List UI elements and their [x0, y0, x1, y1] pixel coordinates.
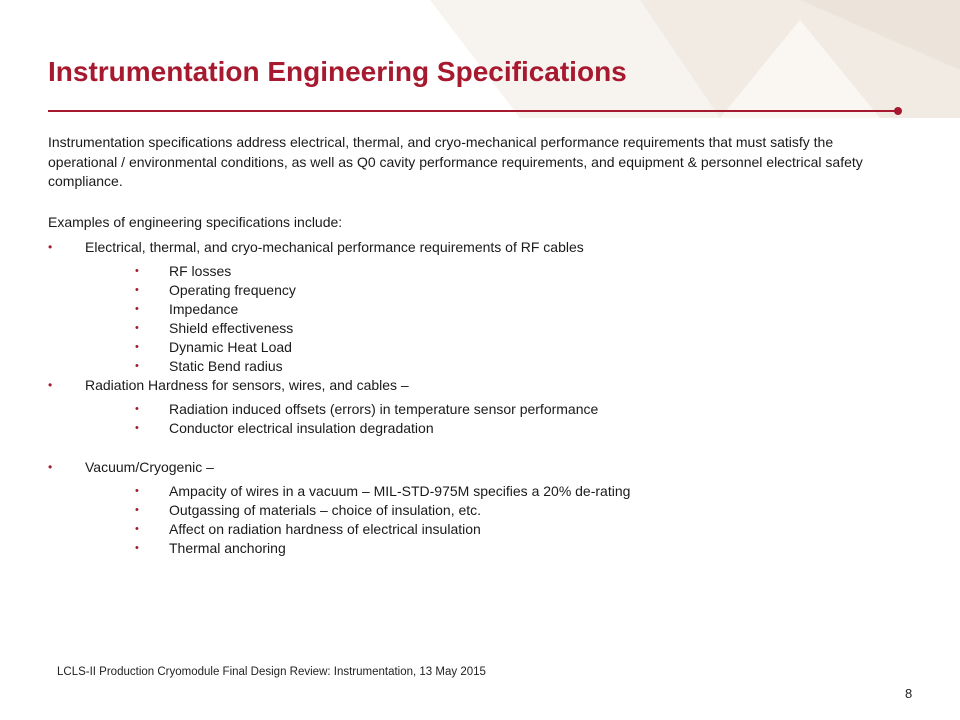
slide-footer: LCLS-II Production Cryomodule Final Design Review: Instrumentation, 13 May 2015: [57, 666, 486, 678]
sub-list-item: • Ampacity of wires in a vacuum – MIL-STD-975M specifies a 20% de-rating: [122, 482, 888, 501]
sub-list-item: • Thermal anchoring: [122, 539, 888, 558]
bullet-text: Electrical, thermal, and cryo-mechanical performance requirements of RF cables: [85, 238, 584, 255]
title-underline-dot: [894, 107, 902, 115]
bullet-text: Radiation Hardness for sensors, wires, and cables –: [85, 376, 409, 393]
sub-bullet-list: [85, 400, 888, 438]
sub-list-item: • Radiation induced offsets (errors) in temperature sensor performance: [122, 400, 888, 419]
slide-body: [48, 133, 888, 558]
sub-list-item: • Operating frequency: [122, 281, 888, 300]
list-item: [48, 458, 888, 558]
page-number: 8: [905, 686, 913, 701]
examples-heading: Examples of engineering specifications include:: [48, 213, 343, 230]
sub-list-item: • Conductor electrical insulation degradation: [122, 419, 888, 438]
list-item: [48, 238, 888, 376]
sub-list-item: • Impedance: [122, 300, 888, 319]
sub-list-item: • RF losses: [122, 262, 888, 281]
sub-list-item: • Shield effectiveness: [122, 319, 888, 338]
sub-bullet-list: [85, 482, 888, 558]
list-item: [48, 376, 888, 438]
bullet-text: Vacuum/Cryogenic –: [85, 458, 214, 475]
sub-list-item: • Outgassing of materials – choice of insulation, etc.: [122, 501, 888, 520]
sub-list-item: • Affect on radiation hardness of electrical insulation: [122, 520, 888, 539]
bullet-list: [48, 238, 888, 558]
sub-bullet-list: [85, 262, 888, 376]
sub-list-item: • Static Bend radius: [122, 357, 888, 376]
sub-list-item: • Dynamic Heat Load: [122, 338, 888, 357]
slide-title: Instrumentation Engineering Specifications: [48, 56, 627, 87]
intro-paragraph: Instrumentation specifications address electrical, thermal, and cryo-mechanical performance requirements that must satisfy the operational / environmental conditions, as well as Q0 cavity performance requirements, and equipment & personnel electrical safety compliance.: [48, 134, 863, 189]
title-underline: [48, 110, 896, 112]
